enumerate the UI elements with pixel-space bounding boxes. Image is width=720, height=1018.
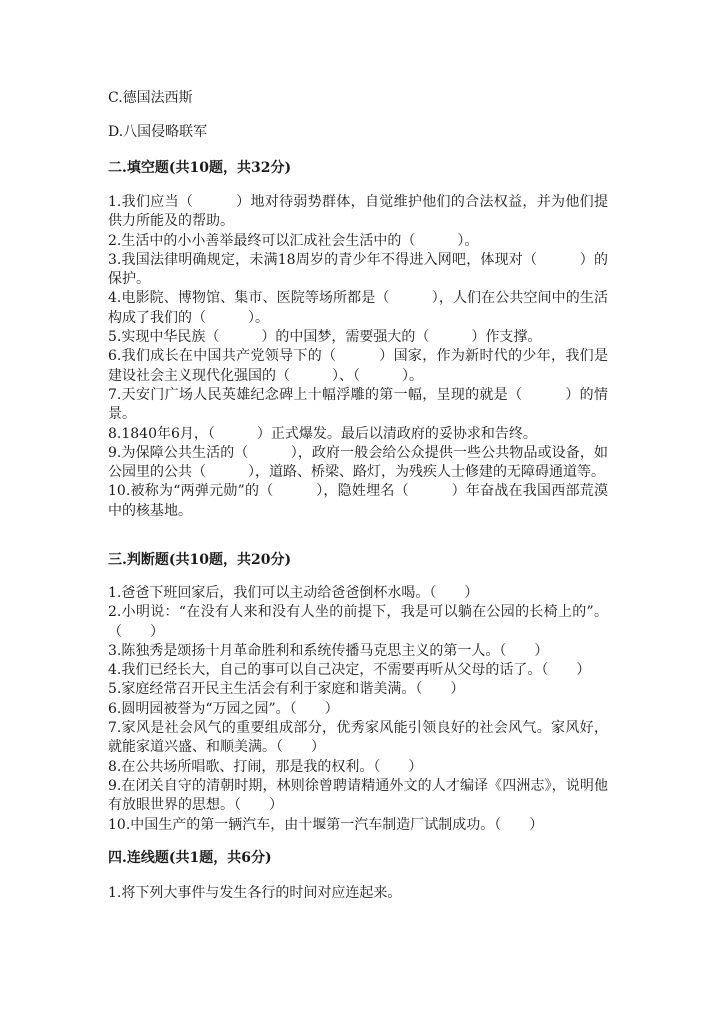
true-false-question: 2.小明说：“在没有人来和没有人坐的前提下，我是可以躺在公园的长椅上的”。（ ） [108,604,608,640]
option-c: C.德国法西斯 [108,90,193,106]
matching-question: 1.将下列大事件与发生各行的时间对应连起来。 [108,885,402,901]
fill-in-question: 2.生活中的小小善举最终可以汇成社会生活中的（ ）。 [108,232,479,249]
section-heading-true-false: 三.判断题(共10题，共20分) [108,552,292,568]
matching-question-list [108,884,608,903]
true-false-question: 4.我们已经长大，自己的事可以自己决定，不需要再听从父母的话了。（ ） [108,662,591,679]
true-false-question: 1.爸爸下班回家后，我们可以主动给爸爸倒杯水喝。（ ） [108,585,479,601]
fill-in-question: 10.被称为“两弹元勋”的（ ），隐姓埋名（ ）年奋战在我国西部荒漠中的核基地。 [108,483,608,519]
true-false-question: 9.在闭关自守的清朝时期，林则徐曾聘请精通外文的人才编译《四洲志》，说明他有放眼世界的思想。（ ） [108,777,608,814]
fill-in-question: 8.1840年6月，（ ）正式爆发。最后以清政府的妥协求和告终。 [108,425,537,442]
fill-in-question: 4.电影院、博物馆、集市、医院等场所都是（ ），人们在公共空间中的生活构成了我们的（ ）。 [108,290,608,326]
fill-in-question: 7.天安门广场人民英雄纪念碑上十幅浮雕的第一幅，呈现的就是（ ）的情景。 [108,386,608,423]
fill-in-question: 3.我国法律明确规定，未满18周岁的青少年不得进入网吧，体现对（ ）的保护。 [108,251,608,288]
section-heading-fill-in: 二.填空题(共10题，共32分) [108,160,292,176]
true-false-question: 8.在公共场所唱歌、打闹，那是我的权利。（ ） [108,758,423,775]
fill-in-question: 1.我们应当（ ）地对待弱势群体，自觉维护他们的合法权益，并为他们提供力所能及的帮助。 [108,194,608,230]
true-false-question: 5.家庭经常召开民主生活会有利于家庭和谐美满。（ ） [108,681,465,698]
section-heading-matching: 四.连线题(共1题，共6分) [108,850,272,866]
true-false-question-list [108,584,608,835]
fill-in-question: 6.我们成长在中国共产党领导下的（ ）国家，作为新时代的少年，我们是建设社会主义现代化强国的（ ）、（ ）。 [108,348,608,384]
true-false-question: 3.陈独秀是颂扬十月革命胜利和系统传播马克思主义的第一人。（ ） [108,642,549,659]
fill-in-question-list [108,193,608,521]
fill-in-question: 5.实现中华民族（ ）的中国梦，需要强大的（ ）作支撑。 [108,329,542,346]
fill-in-question: 9.为保障公共生活的（ ），政府一般会给公众提供一些公共物品或设备，如公园里的公共（ ），道路、桥梁、路灯，为残疾人士修建的无障碍通道等。 [108,444,608,481]
true-false-question: 7.家风是社会风气的重要组成部分，优秀家风能引领良好的社会风气。家风好，就能家道兴盛、和顺美满。（ ） [108,720,608,756]
true-false-question: 6.圆明园被誉为“万园之园”。（ ） [108,700,339,717]
option-d: D.八国侵略联军 [108,124,208,140]
true-false-question: 10.中国生产的第一辆汽车，由十堰第一汽车制造厂试制成功。（ ） [108,816,544,833]
